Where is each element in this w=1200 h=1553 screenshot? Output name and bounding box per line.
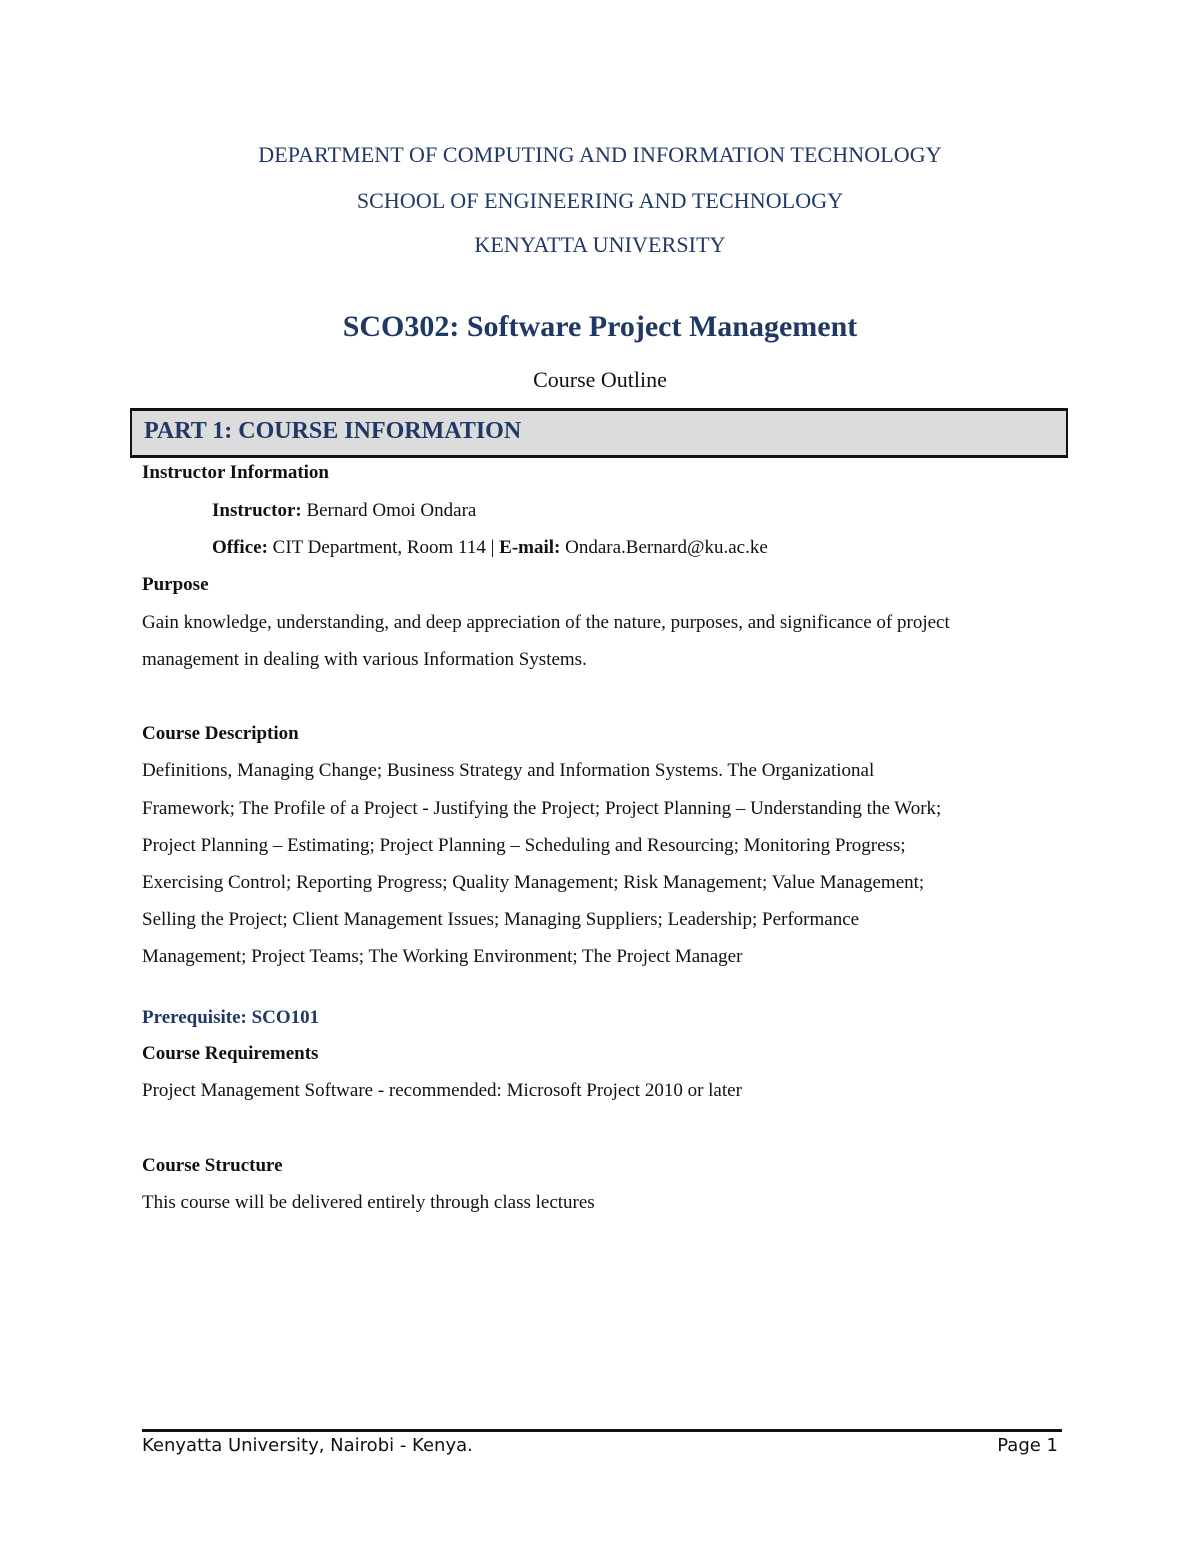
course-description-line: Selling the Project; Client Management Issues; Managing Suppliers; Leadership; Performance — [142, 909, 860, 930]
prerequisite: Prerequisite: SCO101 — [142, 1007, 320, 1028]
page-number: Page 1 — [997, 1435, 1058, 1456]
course-description-line: Management; Project Teams; The Working Environment; The Project Manager — [142, 946, 743, 967]
university-heading: KENYATTA UNIVERSITY — [474, 232, 726, 257]
instructor-name: Bernard Omoi Ondara — [301, 500, 477, 521]
office-line — [212, 537, 768, 559]
course-requirements-heading: Course Requirements — [142, 1043, 319, 1064]
instructor-label: Instructor: — [212, 500, 302, 521]
footer-divider — [142, 1429, 1062, 1432]
instructor-information-heading: Instructor Information — [142, 462, 330, 483]
department-heading: DEPARTMENT OF COMPUTING AND INFORMATION TECHNOLOGY — [258, 142, 942, 167]
course-description-heading: Course Description — [142, 723, 299, 744]
course-requirements-text: Project Management Software - recommended: Microsoft Project 2010 or later — [142, 1080, 742, 1101]
part-1-banner — [130, 408, 1068, 458]
part-1-title: PART 1: COURSE INFORMATION — [144, 418, 522, 444]
office-label: Office: — [212, 537, 268, 558]
course-structure-text: This course will be delivered entirely through class lectures — [142, 1192, 595, 1213]
office-value: CIT Department, Room 114 | — [267, 537, 500, 558]
footer-location: Kenyatta University, Nairobi - Kenya. — [142, 1435, 473, 1456]
school-heading: SCHOOL OF ENGINEERING AND TECHNOLOGY — [356, 188, 844, 213]
course-subtitle: Course Outline — [533, 367, 667, 392]
instructor-line — [212, 500, 476, 522]
course-structure-heading: Course Structure — [142, 1155, 283, 1176]
course-description-line: Project Planning – Estimating; Project Planning – Scheduling and Resourcing; Monitoring Progress; — [142, 835, 906, 856]
purpose-text-line: management in dealing with various Information Systems. — [142, 649, 587, 670]
email-label: E-mail: — [499, 537, 561, 558]
course-title: SCO302: Software Project Management — [342, 310, 858, 343]
course-description-line: Framework; The Profile of a Project - Justifying the Project; Project Planning – Understanding the Work; — [142, 798, 942, 819]
purpose-text-line: Gain knowledge, understanding, and deep appreciation of the nature, purposes, and significance of project — [142, 612, 950, 633]
course-description-line: Exercising Control; Reporting Progress; Quality Management; Risk Management; Value Management; — [142, 872, 925, 893]
course-description-line: Definitions, Managing Change; Business Strategy and Information Systems. The Organizational — [142, 760, 875, 781]
email-value: Ondara.Bernard@ku.ac.ke — [560, 537, 768, 558]
purpose-heading: Purpose — [142, 574, 209, 595]
